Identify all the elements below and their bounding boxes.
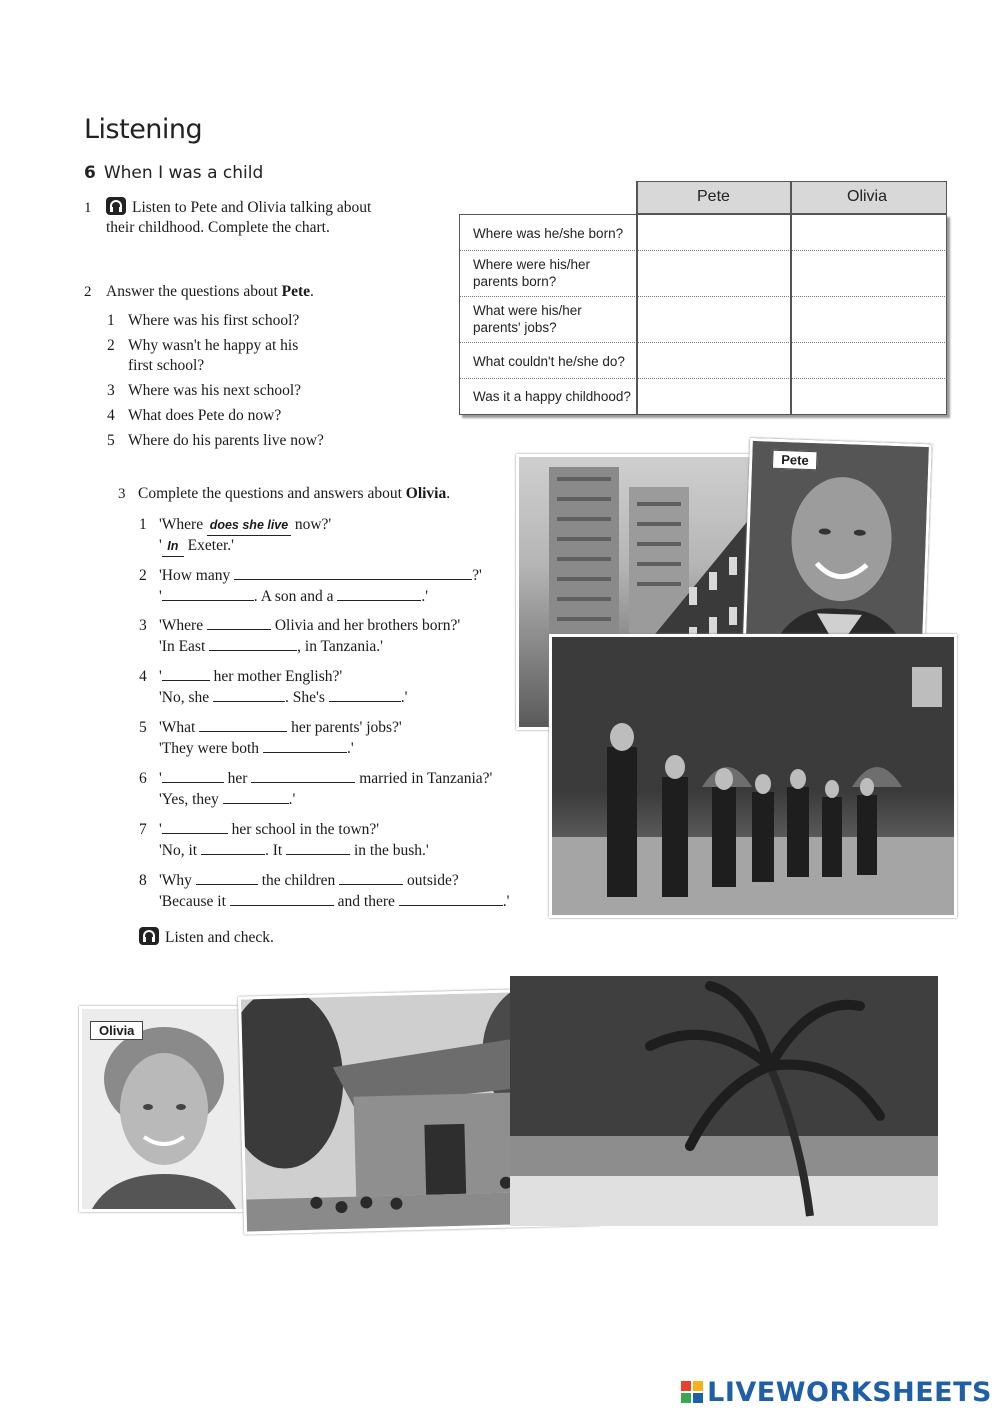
blank-field[interactable]: [196, 870, 258, 885]
exercise-3-item: 1 'Where does she live now?' ' In Exeter.': [139, 515, 519, 565]
exercise-3-item: 3 'Where Olivia and her brothers born?' 'In East , in Tanzania.': [139, 617, 461, 655]
exercise-3-item: 6 ' her married in Tanzania?' 'Yes, they .': [139, 770, 493, 808]
answer-example: does she live: [207, 515, 291, 536]
subsection-title: [84, 163, 263, 183]
liveworksheets-logo: [681, 1377, 992, 1408]
headphones-icon: [106, 197, 126, 215]
exercise-1: [84, 197, 424, 238]
exercise-3-item: 2 'How many ?' ' . A son and a .': [139, 567, 482, 605]
list-item: 1 Where was his first school?: [107, 312, 300, 329]
blank-field[interactable]: [201, 840, 265, 855]
blank-field[interactable]: [223, 789, 289, 804]
exercise-3-instruction: 3 Complete the questions and answers about Olivia.: [118, 485, 451, 502]
chart-body: [459, 214, 947, 415]
exercise-3-item: 4 ' her mother English?' 'No, she . She's .': [139, 668, 408, 706]
chart-header-olivia: Olivia: [847, 188, 888, 205]
headphones-icon: [139, 927, 159, 945]
blank-field[interactable]: [162, 819, 228, 834]
blank-field[interactable]: [213, 687, 285, 702]
list-item: 2 Why wasn't he happy at his first school?: [107, 337, 299, 374]
listening-chart: [459, 181, 947, 415]
chart-header-pete: Pete: [697, 188, 730, 205]
list-item: 3 Where was his next school?: [107, 382, 302, 399]
blank-field[interactable]: [207, 615, 271, 630]
answer-example: In: [162, 536, 184, 557]
exercise-2-instruction: 2 Answer the questions about Pete.: [84, 283, 314, 300]
chart-question: What couldn't he/she do?: [473, 354, 625, 369]
blank-field[interactable]: [329, 687, 401, 702]
blank-field[interactable]: [234, 565, 472, 580]
blank-field[interactable]: [162, 666, 210, 681]
olivia-photo: [79, 1006, 249, 1212]
exercise-3-item: 5 'What her parents' jobs?' 'They were both .': [139, 719, 402, 757]
list-item: 4 What does Pete do now?: [107, 407, 282, 424]
blank-field[interactable]: [337, 586, 421, 601]
beach-photo: [510, 976, 938, 1226]
chart-header: [636, 181, 947, 214]
blank-field[interactable]: [199, 717, 287, 732]
school-boys-illustration: [552, 637, 954, 915]
blank-field[interactable]: [209, 636, 297, 651]
beach-palm-illustration: [510, 976, 938, 1226]
chart-question: Where were his/her parents born?: [473, 257, 591, 289]
exercise-3-items: [139, 515, 519, 920]
pete-label: Pete: [772, 450, 818, 471]
logo-icon: [681, 1381, 703, 1403]
section-title: Listening: [84, 114, 203, 145]
exercise-1-text-line2: their childhood. Complete the chart.: [106, 219, 330, 236]
chart-question: Was it a happy childhood?: [473, 389, 631, 404]
chart-row: [460, 215, 945, 251]
chart-row: [460, 297, 945, 343]
subsection-number: 6: [84, 163, 96, 183]
subsection-text: When I was a child: [103, 163, 264, 183]
chart-row: [460, 251, 945, 297]
blank-field[interactable]: [251, 768, 355, 783]
blank-field[interactable]: [339, 870, 403, 885]
list-item: 5 Where do his parents live now?: [107, 432, 324, 449]
chart-divider: [636, 181, 638, 415]
blank-field[interactable]: [230, 891, 334, 906]
blank-field[interactable]: [286, 840, 350, 855]
exercise-2-questions: [107, 311, 367, 451]
exercise-1-text-line1: Listen to Pete and Olivia talking about: [132, 199, 372, 216]
chart-row: [460, 379, 945, 413]
blank-field[interactable]: [162, 768, 224, 783]
listen-and-check: Listen and check.: [139, 927, 274, 948]
chart-question: What were his/her parents' jobs?: [473, 303, 582, 335]
brand-name: LIVEWORKSHEETS: [707, 1377, 992, 1408]
chart-divider: [790, 181, 792, 415]
school-boys-photo: [549, 634, 957, 918]
exercise-3-item: 8 'Why the children outside? 'Because it and there .': [139, 872, 510, 910]
chart-row: [460, 343, 945, 379]
exercise-3-item: 7 ' her school in the town?' 'No, it . It in the bush.': [139, 821, 429, 859]
blank-field[interactable]: [162, 586, 254, 601]
exercise-1-number: 1: [84, 200, 92, 216]
chart-question: Where was he/she born?: [473, 226, 624, 241]
blank-field[interactable]: [399, 891, 503, 906]
olivia-label: Olivia: [90, 1021, 143, 1040]
blank-field[interactable]: [263, 738, 347, 753]
